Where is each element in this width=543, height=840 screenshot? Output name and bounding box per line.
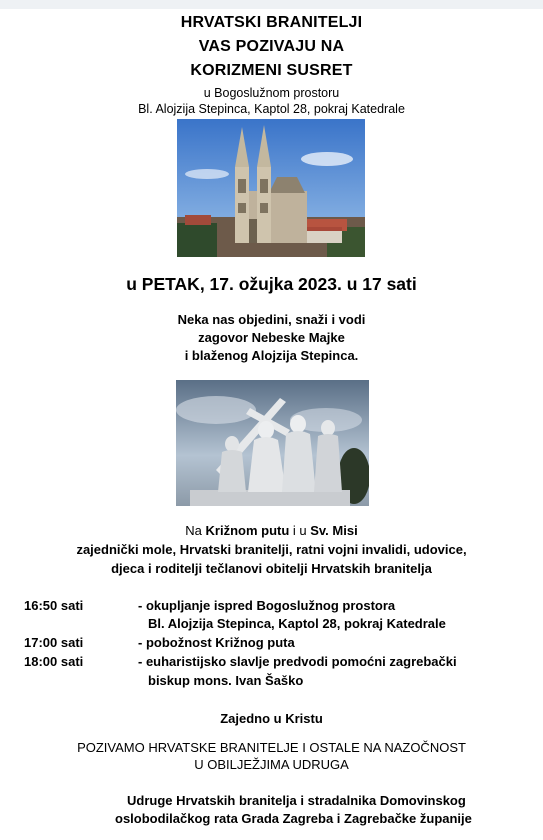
organizer-line-1: Udruge Hrvatskih branitelja i stradalnika Domovinskog [127, 793, 466, 808]
top-strip [0, 0, 543, 9]
invite-line-2: zajednički mole, Hrvatski branitelji, ratni vojni invalidi, udovice, [76, 542, 467, 557]
schedule-desc-3: - euharistijsko slavlje predvodi pomoćni zagrebački [138, 654, 457, 669]
stations-of-the-cross-photo [176, 380, 369, 506]
invite-connector: i u [289, 523, 311, 538]
schedule-desc-2: - pobožnost Križnog puta [138, 635, 295, 650]
invite-line-1 [0, 523, 543, 538]
location-line-1: u Bogoslužnom prostoru [203, 86, 340, 100]
schedule-desc-3-cont: biskup mons. Ivan Šaško [148, 673, 304, 688]
organizer-line-2: oslobodilačkog rata Grada Zagreba i Zagrebačke županije [115, 811, 472, 826]
event-date: u PETAK, 17. ožujka 2023. u 17 sati [126, 274, 417, 294]
schedule-time-1: 16:50 sati [24, 598, 84, 613]
heading-line-2: VAS POZIVAJU NA [198, 38, 345, 55]
motto-line-3: i blaženog Alojzija Stepinca. [184, 348, 359, 363]
invite-way-of-cross: Križnom putu [205, 523, 290, 538]
motto-line-1: Neka nas objedini, snaži i vodi [177, 312, 366, 327]
invite-prefix: Na [185, 523, 206, 538]
schedule-time-2: 17:00 sati [24, 635, 84, 650]
invite-line-3: djeca i roditelji tečlanovi obitelji Hrvatskih branitelja [111, 561, 432, 576]
schedule-desc-1: - okupljanje ispred Bogoslužnog prostora [138, 598, 396, 613]
heading-line-3: KORIZMENI SUSRET [190, 62, 353, 79]
call-line-2: U OBILJEŽJIMA UDRUGA [194, 757, 349, 772]
cathedral-photo [177, 119, 365, 257]
invite-holy-mass: Sv. Misi [310, 523, 358, 538]
schedule-time-3: 18:00 sati [24, 654, 84, 669]
motto-line-2: zagovor Nebeske Majke [198, 330, 345, 345]
heading-line-1: HRVATSKI BRANITELJI [180, 14, 363, 31]
schedule-desc-1-cont: Bl. Alojzija Stepinca, Kaptol 28, pokraj Katedrale [148, 616, 446, 631]
together-line: Zajedno u Kristu [220, 711, 323, 726]
call-line-1: POZIVAMO HRVATSKE BRANITELJE I OSTALE NA NAZOČNOST [77, 740, 466, 755]
location-line-2: Bl. Alojzija Stepinca, Kaptol 28, pokraj Katedrale [138, 102, 405, 116]
